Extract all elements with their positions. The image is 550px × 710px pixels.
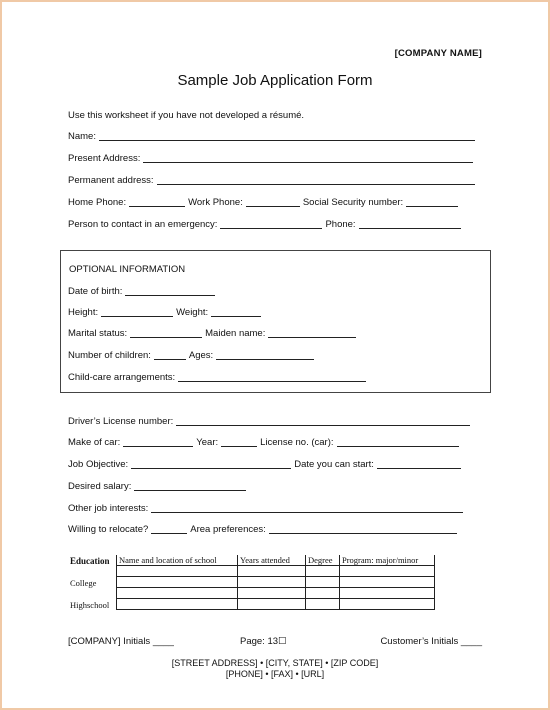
spacer-cell — [68, 588, 117, 599]
marital-status-field[interactable] — [130, 327, 202, 338]
maiden-name-label: Maiden name: — [205, 328, 266, 339]
ages-label: Ages: — [188, 350, 214, 361]
name-field[interactable] — [99, 130, 475, 141]
col-program: Program: major/minor — [340, 555, 435, 566]
permanent-address-label: Permanent address: — [68, 175, 154, 186]
car-make-label: Make of car: — [68, 437, 121, 448]
home-phone-label: Home Phone: — [68, 197, 127, 208]
marital-row — [68, 327, 359, 339]
phones-row — [68, 196, 461, 208]
marital-status-label: Marital status: — [68, 328, 128, 339]
emergency-contact-label: Person to contact in an emergency: — [68, 219, 218, 230]
car-year-field[interactable] — [221, 436, 257, 447]
ages-field[interactable] — [216, 349, 314, 360]
cell-program[interactable] — [340, 566, 435, 577]
row-label-highschool: Highschool — [70, 599, 110, 610]
address-line-1: [STREET ADDRESS] • [CITY, STATE] • [ZIP CODE] — [171, 658, 379, 668]
other-interests-label: Other job interests: — [68, 503, 149, 514]
education-row-highschool — [68, 599, 435, 610]
dob-field[interactable] — [125, 285, 215, 296]
cell-years[interactable] — [238, 566, 306, 577]
cell-school[interactable] — [117, 588, 238, 599]
work-phone-field[interactable] — [246, 196, 300, 207]
cell-program[interactable] — [340, 577, 435, 588]
permanent-address-row — [68, 174, 478, 186]
emergency-phone-field[interactable] — [359, 218, 461, 229]
spacer-cell — [68, 566, 117, 577]
emergency-contact-field[interactable] — [220, 218, 322, 229]
children-row — [68, 349, 317, 361]
license-label: Driver’s License number: — [68, 416, 174, 427]
children-label: Number of children: — [68, 350, 151, 361]
childcare-row — [68, 371, 369, 383]
car-make-field[interactable] — [123, 436, 193, 447]
car-year-label: Year: — [196, 437, 219, 448]
education-row-college — [68, 577, 435, 588]
present-address-row — [68, 152, 476, 164]
height-label: Height: — [68, 307, 99, 318]
ssn-label: Social Security number: — [302, 197, 404, 208]
salary-label: Desired salary: — [68, 481, 132, 492]
weight-label: Weight: — [176, 307, 209, 318]
cell-years[interactable] — [238, 577, 306, 588]
dob-row — [68, 285, 218, 297]
relocate-field[interactable] — [151, 523, 187, 534]
cell-degree[interactable] — [306, 566, 340, 577]
height-weight-row — [68, 306, 264, 318]
cell-school[interactable] — [117, 599, 238, 610]
education-header-row — [68, 555, 435, 566]
intro-text: Use this worksheet if you have not developed a résumé. — [68, 110, 305, 121]
form-title: Sample Job Application Form — [177, 72, 373, 89]
childcare-label: Child-care arrangements: — [68, 372, 176, 383]
col-degree: Degree — [306, 555, 340, 566]
start-date-label: Date you can start: — [294, 459, 374, 470]
relocate-label: Willing to relocate? — [68, 524, 149, 535]
col-years: Years attended — [238, 555, 306, 566]
education-row — [68, 566, 435, 577]
name-label: Name: — [68, 131, 96, 142]
area-pref-field[interactable] — [269, 523, 457, 534]
customer-initials: Customer’s Initials ____ — [380, 636, 482, 647]
company-initials: [COMPANY] Initials ____ — [68, 636, 174, 647]
col-school: Name and location of school — [117, 555, 238, 566]
address-line-2: [PHONE] • [FAX] • [URL] — [225, 669, 325, 679]
education-row — [68, 588, 435, 599]
row-label-college: College — [70, 577, 97, 588]
other-interests-row — [68, 502, 466, 514]
cell-program[interactable] — [340, 599, 435, 610]
car-row — [68, 436, 462, 448]
maiden-name-field[interactable] — [268, 327, 356, 338]
car-license-field[interactable] — [337, 436, 459, 447]
cell-years[interactable] — [238, 599, 306, 610]
cell-school[interactable] — [117, 566, 238, 577]
cell-school[interactable] — [117, 577, 238, 588]
cell-years[interactable] — [238, 588, 306, 599]
cell-program[interactable] — [340, 588, 435, 599]
weight-field[interactable] — [211, 306, 261, 317]
cell-degree[interactable] — [306, 588, 340, 599]
ssn-field[interactable] — [406, 196, 458, 207]
permanent-address-field[interactable] — [157, 174, 475, 185]
license-field[interactable] — [176, 415, 470, 426]
education-heading: Education — [70, 555, 110, 566]
height-field[interactable] — [101, 306, 173, 317]
start-date-field[interactable] — [377, 458, 461, 469]
salary-row — [68, 480, 249, 492]
objective-row — [68, 458, 464, 470]
relocate-row — [68, 523, 460, 535]
page-number: Page: 13☐ — [240, 636, 287, 647]
other-interests-field[interactable] — [151, 502, 463, 513]
name-row — [68, 130, 478, 142]
company-name: [COMPANY NAME] — [394, 48, 482, 59]
area-pref-label: Area preferences: — [190, 524, 266, 535]
license-row — [68, 415, 473, 427]
car-license-label: License no. (car): — [260, 437, 334, 448]
emergency-phone-label: Phone: — [325, 219, 356, 230]
emergency-row — [68, 218, 464, 230]
dob-label: Date of birth: — [68, 286, 123, 297]
work-phone-label: Work Phone: — [188, 197, 243, 208]
salary-field[interactable] — [134, 480, 246, 491]
cell-degree[interactable] — [306, 577, 340, 588]
cell-degree[interactable] — [306, 599, 340, 610]
home-phone-field[interactable] — [129, 196, 185, 207]
objective-field[interactable] — [131, 458, 291, 469]
present-address-field[interactable] — [143, 152, 473, 163]
optional-info-title: OPTIONAL INFORMATION — [69, 264, 186, 275]
present-address-label: Present Address: — [68, 153, 141, 164]
childcare-field[interactable] — [178, 371, 366, 382]
education-table — [68, 555, 435, 610]
children-field[interactable] — [154, 349, 186, 360]
objective-label: Job Objective: — [68, 459, 129, 470]
